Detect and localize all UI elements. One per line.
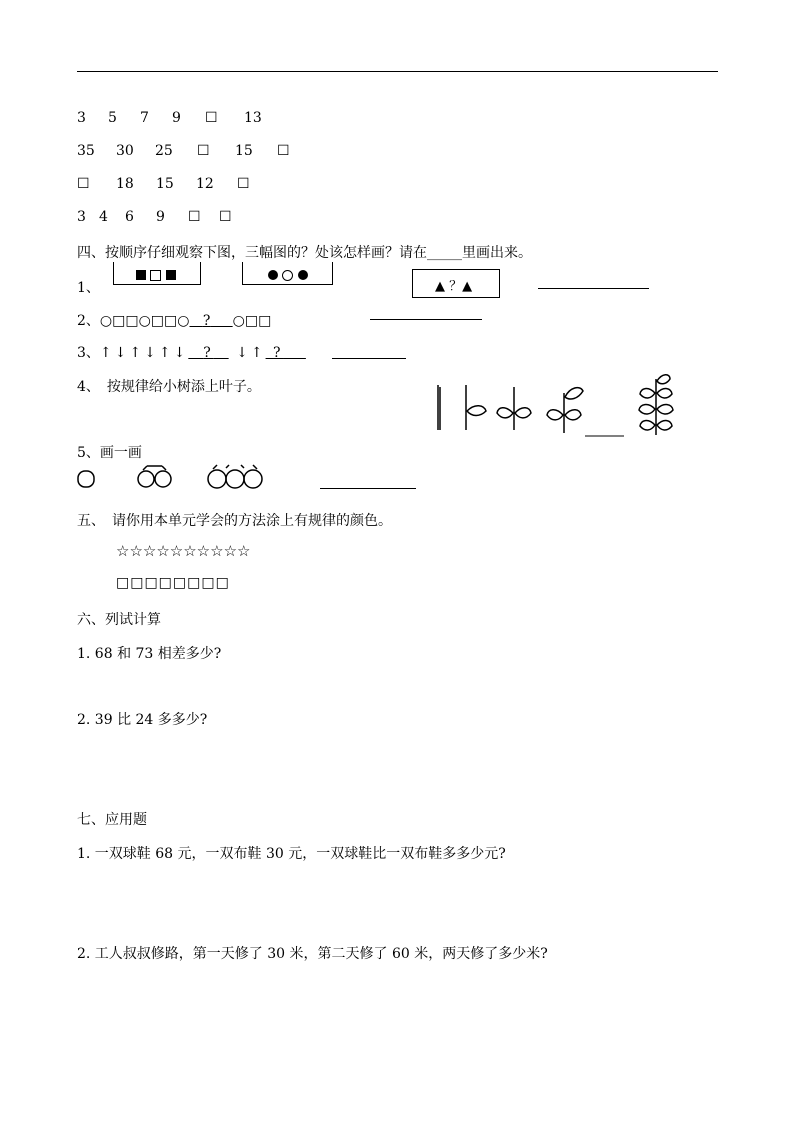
pattern-frame-1: [113, 262, 201, 285]
answer-line[interactable]: [538, 288, 649, 289]
seq-item: 4: [99, 209, 108, 225]
empty-square-icon: [150, 270, 161, 281]
blank-box[interactable]: ☐: [237, 176, 250, 192]
question-mark-blank: [189, 313, 232, 329]
empty-circle-icon: [282, 270, 293, 281]
filled-square-icon: [136, 270, 146, 280]
seq-item: 3: [77, 110, 86, 126]
blank-box[interactable]: ☐: [219, 209, 232, 225]
tree-sequence-drawing: [430, 375, 690, 435]
blank-box[interactable]: ☐: [205, 110, 218, 126]
seq-item: 6: [125, 209, 134, 225]
shape-sequence: ○□□: [232, 313, 272, 329]
seq-item: 35: [77, 143, 95, 159]
calc-question-1: 1. 68 和 73 相差多少?: [77, 646, 222, 662]
answer-line[interactable]: [320, 488, 416, 489]
arrow-sequence: ↑↓↑↓↑↓: [99, 345, 189, 361]
answer-line[interactable]: [370, 319, 482, 320]
word-problem-1: 1. 一双球鞋 68 元，一双布鞋 30 元，一双球鞋比一双布鞋多多少元?: [77, 846, 506, 862]
section-5-title: 五、 请你用本单元学会的方法涂上有规律的颜色。: [77, 513, 392, 529]
section-7-title: 七、应用题: [77, 812, 147, 828]
arrow-sequence: ↓↑: [236, 345, 266, 361]
question-mark: ?: [273, 345, 284, 361]
seq-item: 3: [77, 209, 86, 225]
blank-box[interactable]: ☐: [77, 176, 90, 192]
seq-item: 18: [116, 176, 134, 192]
square-pattern: [136, 267, 176, 283]
q4-text: 4、 按规律给小树添上叶子。: [77, 379, 261, 395]
tree-stem-4: [547, 388, 583, 433]
seq-item: 7: [140, 110, 149, 126]
bead-triple: [208, 465, 262, 488]
q1-label: 1、: [77, 280, 100, 296]
seq-item: 15: [235, 143, 253, 159]
header-rule: [77, 71, 718, 72]
seq-item: 25: [155, 143, 173, 159]
question-mark: ?: [203, 345, 214, 361]
triangle-pattern: ▲ ？▲: [435, 279, 473, 294]
filled-circle-icon: [298, 270, 308, 280]
circle-pattern: [268, 267, 308, 283]
seq-item: 9: [156, 209, 165, 225]
pattern-frame-3: [412, 269, 500, 298]
question-mark: ?: [202, 313, 211, 329]
square-row[interactable]: □□□□□□□□: [116, 575, 230, 591]
question-mark-blank: [266, 345, 306, 361]
q3-label: 3、: [77, 345, 100, 361]
tree-stem-5: [639, 375, 673, 435]
filled-circle-icon: [268, 270, 278, 280]
tree-stem-1: [438, 385, 440, 430]
tree-stem-2: [466, 385, 486, 430]
seq-item: 12: [196, 176, 214, 192]
bead-single: [78, 471, 94, 487]
seq-item: 5: [108, 110, 117, 126]
calc-question-2: 2. 39 比 24 多多少?: [77, 712, 208, 728]
tree-stem-3: [497, 387, 531, 430]
blank-box[interactable]: ☐: [277, 143, 290, 159]
blank-box[interactable]: ☐: [197, 143, 210, 159]
section-4-title: 四、按顺序仔细观察下图，三幅图的？处该怎样画？请在_____里画出来。: [77, 245, 532, 261]
q3-row: [77, 342, 306, 362]
seq-item: 9: [172, 110, 181, 126]
filled-square-icon: [166, 270, 176, 280]
bead-drawing: [77, 464, 277, 492]
q2-label: 2、: [77, 313, 100, 329]
question-mark-blank: [188, 345, 228, 361]
blank-box[interactable]: ☐: [188, 209, 201, 225]
bead-pair: [138, 466, 171, 487]
q2-row: [77, 310, 271, 330]
pattern-frame-2: [242, 262, 333, 285]
shape-sequence: ○□□○□□○: [99, 313, 190, 329]
seq-item: 13: [244, 110, 262, 126]
star-row[interactable]: ☆☆☆☆☆☆☆☆☆☆: [116, 542, 251, 560]
section-6-title: 六、列试计算: [77, 612, 161, 628]
word-problem-2: 2. 工人叔叔修路，第一天修了 30 米，第二天修了 60 米，两天修了多少米?: [77, 946, 548, 962]
seq-item: 30: [116, 143, 134, 159]
q5-text: 5、画一画: [77, 445, 142, 461]
seq-item: 15: [156, 176, 174, 192]
answer-line[interactable]: [332, 358, 406, 359]
